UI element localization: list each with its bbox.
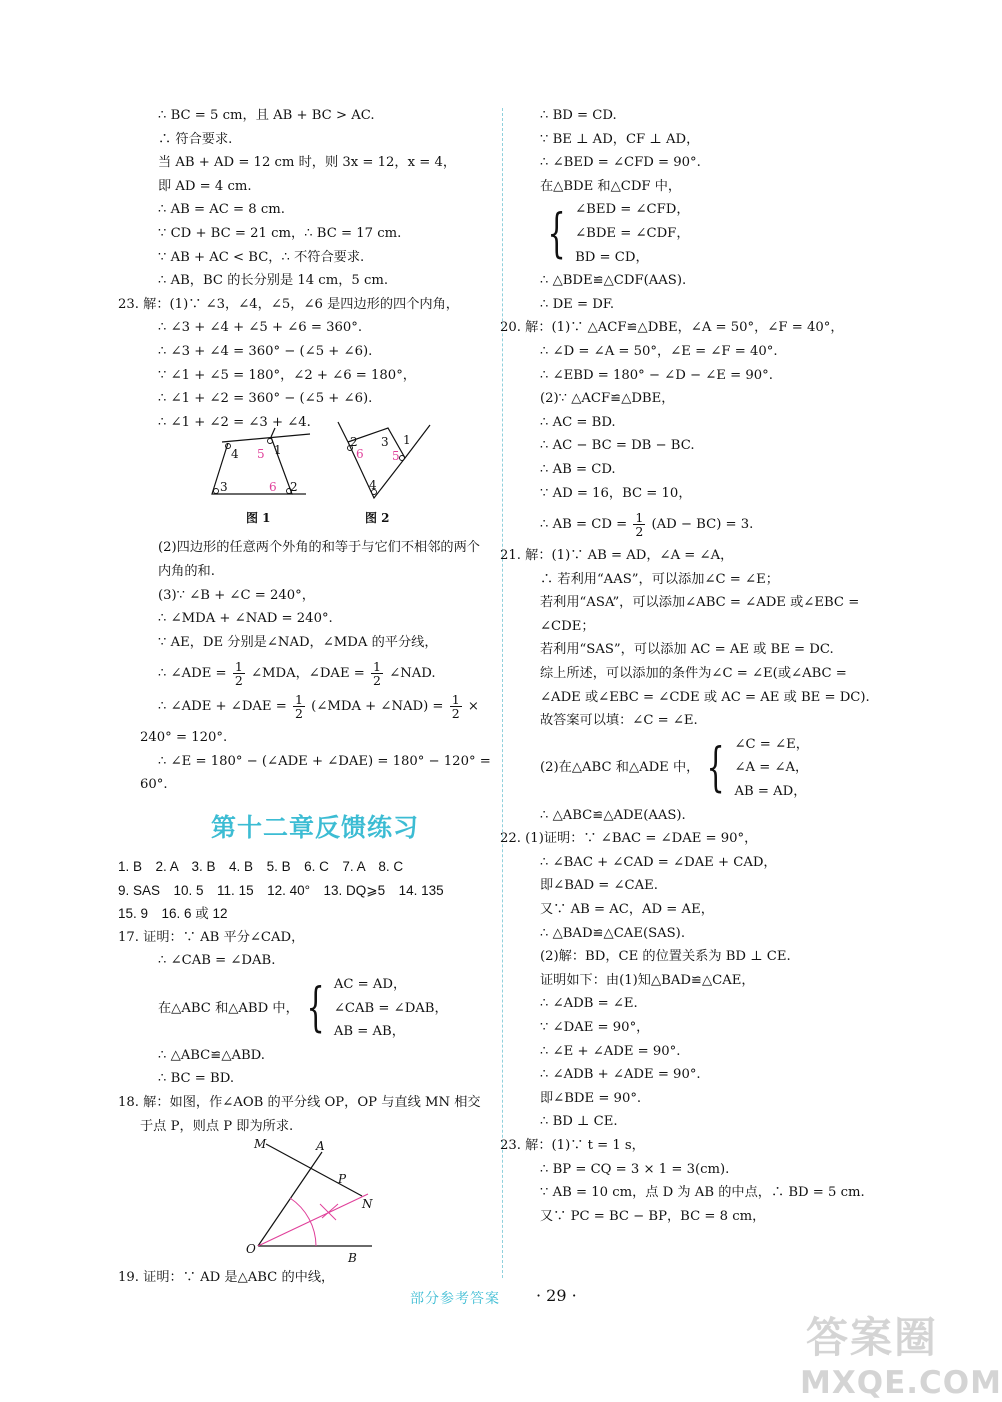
text-line: ∴ AC − BC = DB − BC. bbox=[540, 438, 695, 454]
text-line: ∴ BD ⊥ CE. bbox=[540, 1114, 618, 1130]
text-line: ∴ ∠ADB = ∠E. bbox=[540, 996, 638, 1012]
left-brace: { bbox=[306, 978, 325, 1039]
text-line: ∴ ∠ADB + ∠ADE = 90°. bbox=[540, 1067, 701, 1083]
text-line: 又∵ AB = AC，AD = AE， bbox=[540, 902, 714, 917]
q23-body bbox=[522, 1158, 882, 1229]
fig2-label-3: 3 bbox=[381, 435, 389, 450]
fraction-half bbox=[450, 693, 462, 720]
condition: ∠C = ∠E， bbox=[734, 736, 809, 752]
q17-body bbox=[140, 949, 490, 1091]
watermark-top: 答案圈 bbox=[806, 1313, 939, 1362]
text-line: 若利用“SAS”，可以添加 AC = AE 或 BE = DC. bbox=[540, 642, 834, 658]
text-line: 240° = 120°. bbox=[140, 730, 228, 746]
answer-row: 15. 9 16. 6 或 12 bbox=[118, 906, 228, 922]
fig1-label-1: 1 bbox=[274, 443, 282, 458]
text-line: ∵ AD = 16，BC = 10， bbox=[540, 485, 692, 501]
text-line: 在△BDE 和△CDF 中， bbox=[540, 178, 682, 194]
fraction-half bbox=[633, 511, 645, 538]
fig1-label-3: 3 bbox=[220, 480, 228, 495]
fraction-denominator: 2 bbox=[373, 673, 381, 689]
q18-heading: 18. 解：如图，作∠AOB 的平分线 OP，OP 与直线 MN 相交于点 P，则点 P 即为所求. bbox=[118, 1095, 481, 1134]
text-line: ∵ AB + AC < BC，∴ 不符合要求. bbox=[158, 249, 365, 265]
q19-brace-group bbox=[540, 198, 882, 269]
text-line: 即∠BAD = ∠CAE. bbox=[540, 878, 658, 894]
text-line: ∵ ∠DAE = 90°， bbox=[540, 1019, 650, 1035]
fig2-label-1: 1 bbox=[403, 433, 411, 448]
fig2-caption: 图 2 bbox=[365, 511, 390, 526]
q23-heading: 23. 解：(1)∵ t = 1 s， bbox=[500, 1137, 645, 1153]
fraction-numerator: 1 bbox=[295, 692, 303, 708]
text-line: 证明如下：由(1)知△BAD≌△CAE， bbox=[540, 972, 755, 988]
fraction-half bbox=[233, 660, 245, 687]
text-line: ∴ AB = AC = 8 cm. bbox=[158, 202, 285, 218]
text-line: ∴ ∠CAB = ∠DAB. bbox=[158, 953, 276, 969]
text-line: 故答案可以填：∠C = ∠E. bbox=[540, 713, 698, 729]
fraction-numerator: 1 bbox=[451, 692, 460, 708]
q22-body bbox=[522, 851, 882, 1134]
fraction-line-1 bbox=[158, 660, 490, 687]
text-line: ∴ ∠E = 180° − (∠ADE + ∠DAE) = 180° − 120° = bbox=[158, 753, 491, 769]
column-divider bbox=[502, 108, 503, 1278]
condition: BD = CD， bbox=[575, 249, 649, 265]
brace-conditions bbox=[734, 733, 808, 804]
condition: ∠A = ∠A， bbox=[734, 760, 809, 776]
label-A: A bbox=[316, 1139, 325, 1154]
text-segment: ∴ AB = CD = bbox=[540, 517, 628, 533]
q19-heading: 19. 证明：∵ AD 是△ABC 的中线， bbox=[118, 1270, 335, 1286]
fraction-denominator: 2 bbox=[234, 673, 243, 689]
right-column bbox=[500, 104, 882, 1228]
fig2-label-2: 2 bbox=[350, 435, 358, 450]
figure-1 bbox=[212, 428, 310, 494]
label-N: N bbox=[362, 1197, 373, 1212]
fraction-half bbox=[293, 693, 305, 720]
text-segment: (∠MDA + ∠NAD) = bbox=[311, 699, 444, 715]
text-line: 又∵ PC = BC − BP，BC = 8 cm， bbox=[540, 1208, 766, 1224]
answer-row: 1. B 2. A 3. B 4. B 5. B 6. C 7. A 8. C bbox=[118, 859, 404, 875]
text-line: 60°. bbox=[140, 777, 168, 793]
text-line: ∴ △BAD≌△CAE(SAS). bbox=[540, 925, 686, 941]
text-line: (2)∵ △ACF≌△DBE， bbox=[540, 391, 675, 407]
fig1-label-4: 4 bbox=[231, 447, 239, 462]
text-line: 综上所述，可以添加的条件为∠C = ∠E(或∠ABC = ∠ADE 或∠EBC = ∠CDE 或 AC = AE 或 BE = DC). bbox=[540, 666, 870, 705]
brace-conditions bbox=[575, 198, 689, 269]
fig1-label-2: 2 bbox=[290, 480, 298, 495]
q20-heading: 20. 解：(1)∵ △ACF≌△DBE，∠A = 50°，∠F = 40°， bbox=[500, 320, 844, 336]
angle-bisector-figure bbox=[140, 1138, 490, 1266]
text-line: 当 AB + AD = 12 cm 时，则 3x = 12，x = 4， bbox=[158, 155, 457, 171]
text-line: ∴ △BDE≌△CDF(AAS). bbox=[540, 273, 687, 289]
text-segment: ∴ ∠ADE + ∠DAE = bbox=[158, 699, 287, 715]
condition: AC = AD， bbox=[333, 977, 407, 993]
text-line: ∴ ∠1 + ∠2 = ∠3 + ∠4. bbox=[158, 414, 311, 430]
fraction-numerator: 1 bbox=[635, 510, 644, 526]
text-line: ∴ AB = CD. bbox=[540, 461, 616, 477]
fig2-label-5: 5 bbox=[392, 449, 400, 464]
label-O: O bbox=[246, 1242, 256, 1257]
text-segment: × bbox=[467, 699, 479, 715]
text-segment: ∠MDA，∠DAE = bbox=[250, 666, 365, 682]
page-footer bbox=[380, 1284, 640, 1310]
chapter-title: 第十二章反馈练习 bbox=[210, 813, 419, 843]
watermark-logo bbox=[800, 1305, 1002, 1401]
text-line: ∴ BC = 5 cm，且 AB + BC > AC. bbox=[158, 108, 375, 123]
fraction-line-2 bbox=[158, 693, 490, 720]
condition: ∠CAB = ∠DAB， bbox=[333, 1000, 448, 1016]
text-line: ∴ ∠EBD = 180° − ∠D − ∠E = 90°. bbox=[540, 367, 773, 383]
answer-row: 9. SAS 10. 5 11. 15 12. 40° 13. DQ⩾5 14. 135 bbox=[118, 882, 444, 898]
text-line: ∴ ∠E + ∠ADE = 90°. bbox=[540, 1043, 681, 1059]
text-line: 即∠BDE = 90°. bbox=[540, 1090, 642, 1106]
text-line: ∴ BC = BD. bbox=[158, 1071, 235, 1087]
fraction-numerator: 1 bbox=[234, 659, 243, 675]
q23-heading: 23. 解：(1)∵ ∠3，∠4，∠5，∠6 是四边形的四个内角， bbox=[118, 296, 459, 312]
fig1-label-5: 5 bbox=[257, 447, 265, 462]
text-line: ∵ BE ⊥ AD，CF ⊥ AD， bbox=[540, 131, 700, 147]
text-line: ∴ BP = CQ = 3 × 1 = 3(cm). bbox=[540, 1161, 730, 1177]
watermark-bottom: MXQE.COM bbox=[800, 1365, 1002, 1401]
left-brace: { bbox=[547, 203, 566, 264]
page-number: · 29 · bbox=[536, 1286, 577, 1305]
fig1-label-6: 6 bbox=[269, 480, 277, 495]
text-line: ∴ DE = DF. bbox=[540, 296, 615, 312]
footer-text: 部分参考答案 bbox=[410, 1291, 500, 1307]
answer-key bbox=[118, 855, 490, 926]
text-line: ∴ ∠D = ∠A = 50°，∠E = ∠F = 40°. bbox=[540, 343, 778, 359]
label-P: P bbox=[338, 1172, 347, 1187]
q23-body bbox=[140, 316, 490, 434]
text-line: ∴ 符合要求. bbox=[158, 131, 233, 147]
fig2-label-4: 4 bbox=[369, 478, 377, 493]
condition: ∠BED = ∠CFD， bbox=[575, 202, 690, 218]
text-line: ∴ BD = CD. bbox=[540, 108, 617, 123]
fraction-half bbox=[371, 660, 383, 687]
condition: AB = AD， bbox=[734, 784, 807, 800]
text-segment: ∴ ∠ADE = bbox=[158, 666, 227, 682]
condition: ∠BDE = ∠CDF， bbox=[575, 225, 690, 241]
q17-brace-group bbox=[158, 973, 490, 1044]
label-B: B bbox=[348, 1251, 357, 1266]
text-line: ∴ ∠3 + ∠4 + ∠5 + ∠6 = 360°. bbox=[158, 320, 363, 336]
text-line: ∴ ∠BED = ∠CFD = 90°. bbox=[540, 155, 701, 171]
text-line: 若利用“ASA”，可以添加∠ABC = ∠ADE 或∠EBC = ∠CDE； bbox=[540, 595, 860, 634]
quadrilateral-figures-svg bbox=[140, 434, 490, 534]
text-line: ∵ ∠1 + ∠5 = 180°，∠2 + ∠6 = 180°， bbox=[158, 367, 416, 383]
fig1-caption: 图 1 bbox=[246, 511, 271, 526]
text-segment: (2)在△ABC 和△ADE 中， bbox=[540, 760, 700, 776]
condition: AB = AB， bbox=[333, 1024, 405, 1040]
fraction-denominator: 2 bbox=[451, 706, 460, 722]
brace-conditions bbox=[334, 973, 448, 1044]
text-line: ∴ △ABC≌△ADE(AAS). bbox=[540, 807, 686, 823]
q21-body bbox=[522, 568, 882, 828]
fraction-line bbox=[540, 511, 882, 538]
text-segment: ∠NAD. bbox=[389, 666, 436, 682]
q21-heading: 21. 解：(1)∵ AB = AD，∠A = ∠A， bbox=[500, 548, 734, 564]
fraction-denominator: 2 bbox=[635, 524, 644, 540]
text-line: ∴ △ABC≌△ABD. bbox=[158, 1047, 265, 1063]
text-line: 即 AD = 4 cm. bbox=[158, 178, 252, 194]
text-line: ∴ 若利用“AAS”，可以添加∠C = ∠E； bbox=[540, 571, 779, 587]
q23-part3 bbox=[140, 584, 490, 721]
fraction-denominator: 2 bbox=[295, 706, 303, 722]
q19-body bbox=[522, 104, 882, 316]
text-line: (3)∵ ∠B + ∠C = 240°， bbox=[158, 587, 315, 603]
q23-part2: (2)四边形的任意两个外角的和等于与它们不相邻的两个内角的和. bbox=[158, 540, 480, 579]
text-line: ∴ AC = BD. bbox=[540, 414, 616, 430]
q21-brace-group bbox=[540, 733, 882, 804]
figure-2 bbox=[338, 422, 430, 498]
text-line: (2)解：BD，CE 的位置关系为 BD ⊥ CE. bbox=[540, 949, 791, 965]
text-line: ∵ CD + BC = 21 cm，∴ BC = 17 cm. bbox=[158, 225, 402, 241]
text-segment: 在△ABC 和△ABD 中， bbox=[158, 1000, 299, 1016]
quadrilateral-figures bbox=[140, 434, 490, 534]
text-segment: (AD − BC) = 3. bbox=[651, 517, 754, 533]
q20-body bbox=[522, 340, 882, 538]
text-line: ∴ ∠BAC + ∠CAD = ∠DAE + CAD， bbox=[540, 854, 777, 870]
left-column bbox=[118, 104, 491, 1290]
text-line: ∵ AB = 10 cm，点 D 为 AB 的中点，∴ BD = 5 cm. bbox=[540, 1185, 865, 1201]
text-line: ∴ ∠3 + ∠4 = 360° − (∠5 + ∠6). bbox=[158, 343, 373, 359]
text-line: ∴ ∠MDA + ∠NAD = 240°. bbox=[158, 611, 333, 627]
angle-bisector-svg bbox=[140, 1138, 490, 1266]
text-line: ∴ ∠1 + ∠2 = 360° − (∠5 + ∠6). bbox=[158, 391, 373, 407]
q22-heading: 22. (1)证明：∵ ∠BAC = ∠DAE = 90°， bbox=[500, 831, 758, 847]
q22-continued bbox=[140, 104, 490, 293]
left-brace: { bbox=[706, 738, 726, 799]
fraction-numerator: 1 bbox=[373, 659, 381, 675]
fig2-label-6: 6 bbox=[356, 447, 364, 462]
q17-heading: 17. 证明：∵ AB 平分∠CAD， bbox=[118, 929, 305, 945]
label-M: M bbox=[254, 1137, 267, 1152]
text-line: ∴ AB，BC 的长分别是 14 cm，5 cm. bbox=[158, 273, 389, 289]
text-line: ∵ AE，DE 分别是∠NAD，∠MDA 的平分线， bbox=[158, 634, 438, 650]
